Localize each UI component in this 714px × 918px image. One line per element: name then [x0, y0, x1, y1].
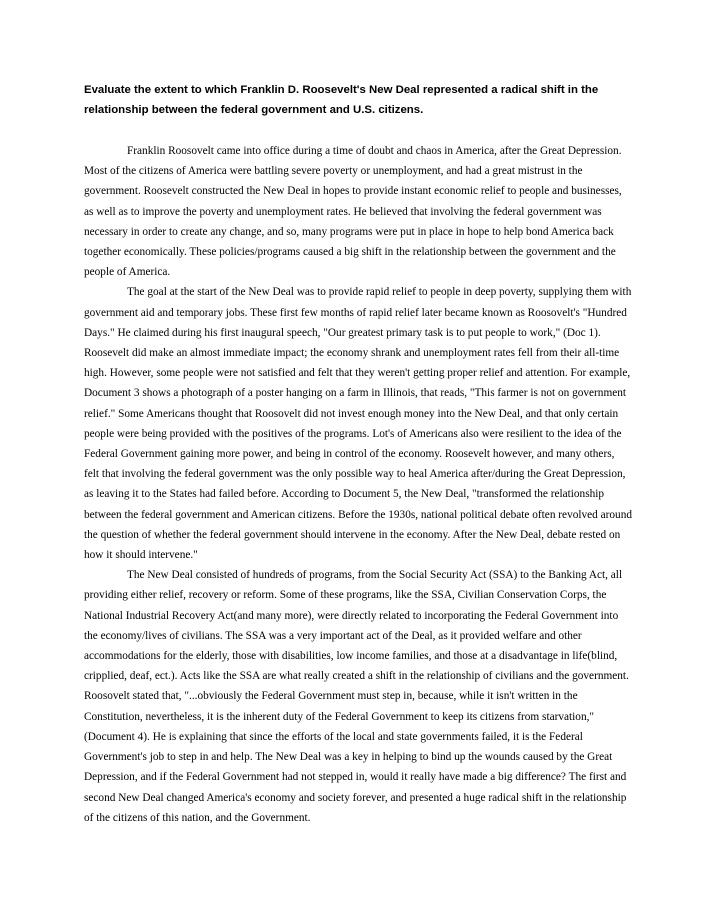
paragraph-rapid-relief: The goal at the start of the New Deal was to provide rapid relief to people in deep poverty, supplying them with government aid and temporary jobs. These first few months of rapid relief later became known as Roosovelt's "Hundred Days." He claimed during his first inaugural speech, "Our greatest primary task is to put people to work," (Doc 1). Roosevelt did make an almost immediate impact; the economy shrank and unemployment rates fell from their all-time high. However, some people were not satisfied and felt that they weren't getting proper relief and attention. For example, Document 3 shows a photograph of a poster hanging on a farm in Illinois, that reads, "This farmer is not on government relief." Some Americans thought that Roosovelt did not invest enough money into the New Deal, and that only certain people were being provided with the positives of the programs. Lot's of Americans also were resilient to the idea of the Federal Government gaining more power, and being in control of the economy. Roosevelt however, and many others, felt that involving the federal government was the only possible way to heal America after/during the Great Depression, as leaving it to the States had failed before. According to Document 5, the New Deal, "transformed the relationship between the federal government and American citizens. Before the 1930s, national political debate often revolved around the question of whether the federal government should intervene in the economy. After the New Deal, debate rested on how it should intervene." [84, 286, 633, 562]
paragraph-introduction: Franklin Roosovelt came into office during a time of doubt and chaos in America, after the Great Depression. Most of the citizens of America were battling severe poverty or unemployment, and had a great mistrust in the government. Roosevelt constructed the New Deal in hopes to provide instant economic relief to people and businesses, as well as to improve the poverty and unemployment rates. He believed that involving the federal government was necessary in order to create any change, and so, many programs were put in place in hope to help bond America back together economically. These policies/programs caused a big shift in the relationship between the government and the people of America. [84, 145, 622, 279]
paragraph-programs: The New Deal consisted of hundreds of programs, from the Social Security Act (SSA) to the Banking Act, all providing either relief, recovery or reform. Some of these programs, like the SSA, Civilian Conservation Corps, the National Industrial Recovery Act(and many more), were directly related to incorporating the Federal Government into the economy/lives of civilians. The SSA was a very important act of the Deal, as it provided welfare and other accommodations for the elderly, those with disabilities, low income families, and those at a disadvantage in life(blind, cripplied, deaf, ect.). Acts like the SSA are what really created a shift in the relationship of civilians and the government. Roosovelt stated that, "...obviously the Federal Government must step in, because, while it isn't written in the Constitution, nevertheless, it is the inherent duty of the Federal Government to keep its citizens from starvation," (Document 4). He is explaining that since the efforts of the local and state governments failed, it is the Federal Government's job to step in and help. The New Deal was a key in helping to bind up the wounds caused by the Great Depression, and if the Federal Government had not stepped in, would it really have made a big difference? The first and second New Deal changed America's economy and society forever, and presented a huge radical shift in the relationship of the citizens of this nation, and the Government. [84, 569, 629, 824]
essay-body [84, 141, 632, 828]
essay-prompt-heading: Evaluate the extent to which Franklin D. Roosevelt's New Deal represented a radical shift in the relationship between the federal government and U.S. citizens. [84, 84, 599, 116]
